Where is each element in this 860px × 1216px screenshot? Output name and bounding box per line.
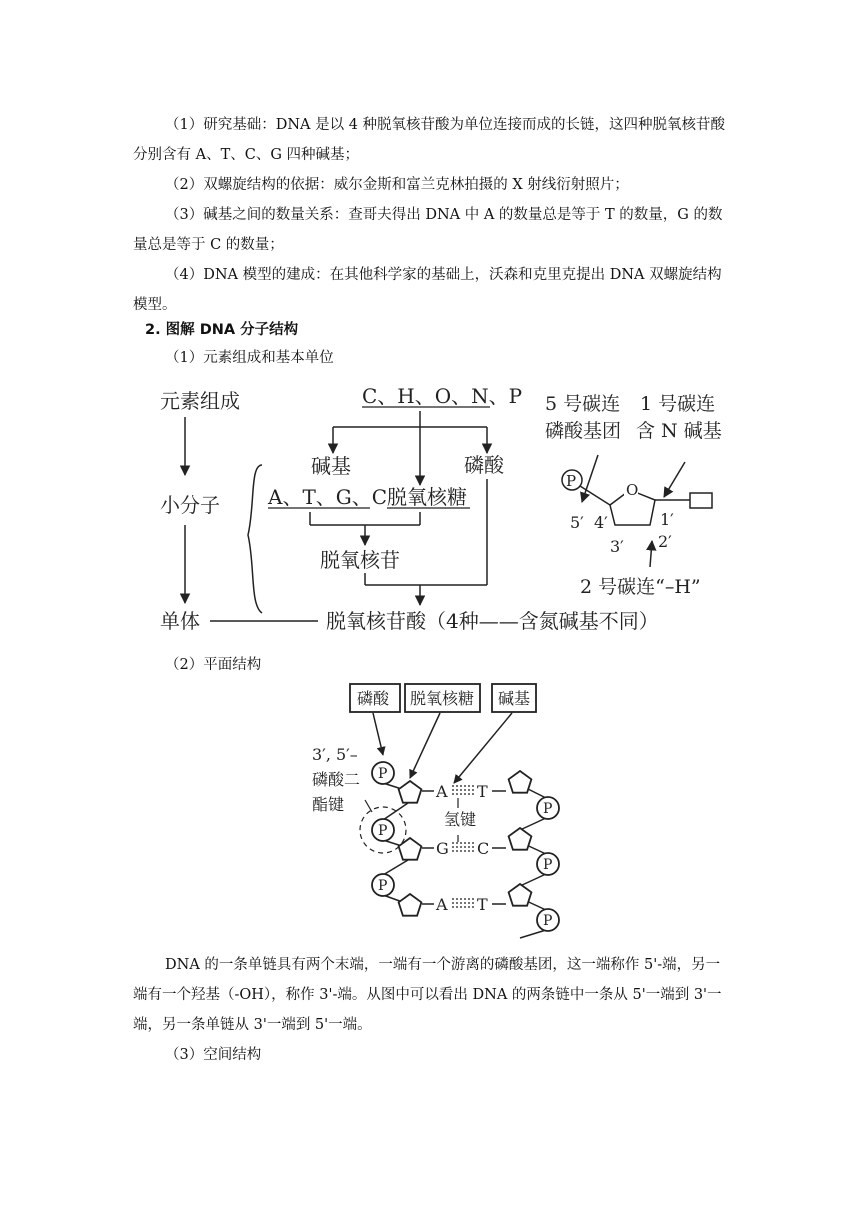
left-deoxyribose xyxy=(399,838,422,860)
svg-text:5′: 5′ xyxy=(570,513,584,532)
label-elements: C、H、O、N、P xyxy=(362,384,523,408)
label-small-molecule: 小分子 xyxy=(160,493,220,517)
label-element-composition: 元素组成 xyxy=(160,389,240,413)
box-base: 碱基 xyxy=(498,689,531,708)
phosphate-label: P xyxy=(543,857,553,873)
subheading-planar: （2）平面结构 xyxy=(165,657,262,673)
section-heading: 2. 图解 DNA 分子结构 xyxy=(145,322,299,338)
left-deoxyribose xyxy=(399,894,422,916)
svg-text:O: O xyxy=(626,481,639,499)
base-left: A xyxy=(436,895,448,914)
label-hydrogen-bond: 氢键 xyxy=(444,810,477,829)
subheading-spatial: （3）空间结构 xyxy=(165,1047,262,1063)
base-right: T xyxy=(477,895,488,914)
paragraph-helix-evidence: （2）双螺旋结构的依据：威尔金斯和富兰克林拍摄的 X 射线衍射照片； xyxy=(165,177,629,193)
label-bond-a: 3′, 5′– xyxy=(312,745,358,764)
label-bond-c: 酯键 xyxy=(312,795,345,814)
label-c5-a: 5 号碳连 xyxy=(545,393,621,415)
label-c2: 2 号碳连“–H” xyxy=(580,576,701,598)
base-left: A xyxy=(436,782,448,801)
right-deoxyribose xyxy=(509,884,532,906)
label-monomer: 单体 xyxy=(160,609,200,633)
label-c1-b: 含 N 碱基 xyxy=(636,420,722,442)
base-right: C xyxy=(477,839,490,858)
right-deoxyribose xyxy=(509,828,532,850)
right-deoxyribose xyxy=(509,771,532,793)
label-c5-b: 磷酸基团 xyxy=(545,420,622,442)
label-base-types: A、T、G、C xyxy=(268,485,388,509)
svg-text:1′: 1′ xyxy=(660,510,674,529)
paragraph-research-basis: （1）研究基础：DNA 是以 4 种脱氧核苷酸为单位连接而成的长链，这四种脱氧核苷酸分别含有 A、T、C、G 四种碱基； xyxy=(133,117,726,163)
base-left: G xyxy=(436,839,449,858)
base-box xyxy=(690,493,712,508)
svg-text:4′: 4′ xyxy=(594,513,608,532)
label-phosphate: 磷酸 xyxy=(464,453,504,477)
paragraph-model-building: （4）DNA 模型的建成：在其他科学家的基础上，沃森和克里克提出 DNA 双螺旋结构模型。 xyxy=(133,267,722,313)
paragraph-strand-ends: DNA 的一条单链具有两个末端，一端有一个游离的磷酸基团，这一端称作 5'-端，另一端有一个羟基（-OH），称作 3'-端。从图中可以看出 DNA 的两条链中一条从 5'一端到 3'一端，另一条单链从 3'一端到 5'一端。 xyxy=(133,957,722,1033)
svg-text:P: P xyxy=(566,472,577,490)
phosphate-label: P xyxy=(543,913,553,929)
phosphate-label: P xyxy=(543,801,553,817)
phosphate-label: P xyxy=(378,823,388,839)
subheading-composition: （1）元素组成和基本单位 xyxy=(165,350,334,366)
svg-text:2′: 2′ xyxy=(658,532,672,551)
label-deoxynucleotide: 脱氧核苷酸（4种——含氮碱基不同） xyxy=(326,609,659,633)
label-bond-b: 磷酸二 xyxy=(312,770,361,789)
label-deoxynucleoside: 脱氧核苷 xyxy=(320,548,400,572)
paragraph-base-ratio: （3）碱基之间的数量关系：查哥夫得出 DNA 中 A 的数量总是等于 T 的数量，G 的数量总是等于 C 的数量； xyxy=(133,207,723,253)
composition-diagram xyxy=(0,375,860,640)
svg-text:3′: 3′ xyxy=(610,537,624,556)
planar-structure-diagram xyxy=(0,680,860,942)
box-deoxyribose: 脱氧核糖 xyxy=(410,689,475,708)
phosphate-label: P xyxy=(378,766,388,782)
base-right: T xyxy=(477,782,488,801)
label-deoxyribose: 脱氧核糖 xyxy=(387,485,467,509)
label-c1-a: 1 号碳连 xyxy=(640,393,716,415)
label-base: 碱基 xyxy=(311,454,351,478)
phosphate-label: P xyxy=(378,878,388,894)
box-phosphate: 磷酸 xyxy=(357,689,390,708)
left-deoxyribose xyxy=(399,781,422,803)
